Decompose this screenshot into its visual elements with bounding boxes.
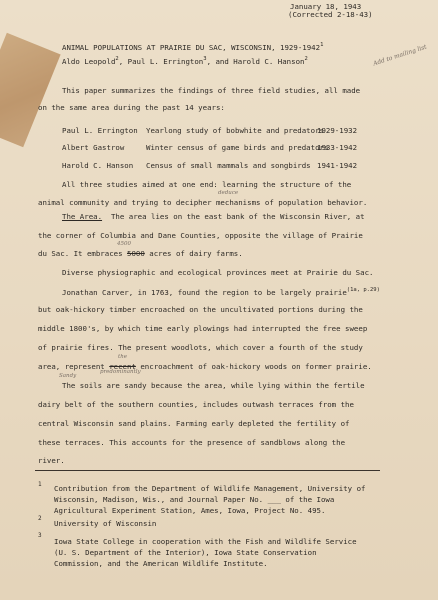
author-3-mark: 2	[304, 56, 308, 62]
carver-line-1	[62, 286, 380, 297]
title-text: ANIMAL POPULATIONS AT PRAIRIE DU SAC, WISCONSIN, 1929-1942	[62, 43, 321, 52]
header-corrected: (Corrected 2-18-43)	[288, 10, 373, 19]
authors	[62, 55, 308, 66]
soils-line: river.	[38, 456, 65, 465]
citation: (1a, p.29)	[346, 287, 380, 293]
tape-stain	[0, 33, 61, 147]
footnote-line: Contribution from the Department of Wildlife Management, University of	[54, 484, 366, 493]
study-name: Harold C. Hanson	[62, 161, 134, 170]
area-line-2: the corner of Columbia and Dane Counties, opposite the village of Prairie	[38, 231, 363, 240]
study-desc: Winter census of game birds and predators	[146, 143, 329, 152]
study-desc: Yearlong study of bobwhite and predators	[146, 126, 324, 135]
footnote-line: University of Wisconsin	[54, 519, 157, 528]
soils-line: these terraces. This accounts for the presence of sandblows along the	[38, 438, 346, 447]
footnote-number: 3	[38, 532, 42, 539]
area-line-3	[38, 249, 243, 258]
area-line-1	[62, 212, 365, 221]
margin-note: Add to mailing list	[372, 43, 428, 68]
footnote-line: Iowa State College in cooperation with the Fish and Wildlife Service	[54, 537, 357, 546]
area-text: The area lies on the east bank of the Wisconsin River, at	[110, 212, 365, 221]
footnote-rule	[35, 470, 380, 471]
intro-line: This paper summarizes the findings of three field studies, all made	[62, 86, 361, 95]
footnote-number: 1	[38, 481, 42, 488]
area-text: du Sac. It embraces	[38, 249, 127, 258]
carver-line: middle 1800's, by which time early plowings had interrupted the free sweep	[38, 324, 368, 333]
author-2-mark: 3	[203, 56, 207, 62]
author-1: Aldo Leopold	[62, 57, 116, 66]
annotation-sandy: Sandy	[59, 373, 77, 379]
area-text: acres of dairy farms.	[144, 249, 243, 258]
carver-line: but oak-hickory timber encroached on the uncultivated portions during the	[38, 305, 363, 314]
footnote-number: 2	[38, 515, 42, 522]
study-years: 1929-1932	[317, 126, 358, 135]
soils-line: The soils are sandy because the area, while lying within the fertile	[62, 381, 365, 390]
area-heading: The Area.	[62, 212, 103, 221]
annotation-acres: 4500	[117, 241, 131, 247]
study-years: 1933-1942	[317, 143, 358, 152]
author-2: , Paul L. Errington	[118, 57, 204, 66]
author-1-mark: 2	[115, 56, 119, 62]
soils-line: dairy belt of the southern counties, includes outwash terraces from the	[38, 400, 354, 409]
annotation-the: the	[118, 354, 128, 360]
annotation-deduce: deduce	[218, 190, 239, 196]
title	[62, 41, 323, 52]
header-date: January 18, 1943	[290, 2, 362, 11]
annotation-predominantly: predominantly	[100, 369, 141, 375]
carver-line: of prairie fires. The present woodlots, which cover a fourth of the study	[38, 343, 363, 352]
study-desc: Census of small mammals and songbirds	[146, 161, 311, 170]
title-footnote-mark: 1	[320, 42, 324, 48]
footnote-line: (U. S. Department of the Interior), Iowa State Conservation	[54, 548, 317, 557]
footnote-line: Commission, and the American Wildlife Institute.	[54, 559, 268, 568]
struck-acres: 5000	[127, 249, 145, 258]
carver-text: area, represent	[38, 362, 110, 371]
study-name: Albert Gastrow	[62, 143, 125, 152]
study-name: Paul L. Errington	[62, 126, 138, 135]
aim-line: All three studies aimed at one end: learning the structure of the	[62, 180, 352, 189]
study-years: 1941-1942	[317, 161, 358, 170]
footnote-line: Agricultural Experiment Station, Ames, Iowa, Project No. 495.	[54, 506, 326, 515]
soils-line: central Wisconsin sand plains. Farming early depleted the fertility of	[38, 419, 350, 428]
aim-line: animal community and trying to decipher mechanisms of population behavior.	[38, 198, 368, 207]
carver-text: encroachment of oak-hickory woods on former prairie.	[135, 362, 372, 371]
carver-text: Jonathan Carver, in 1763, found the region to be largely prairie	[62, 288, 347, 297]
struck-recent: recent	[109, 362, 136, 371]
author-3: , and Harold C. Hanson	[206, 57, 305, 66]
intro-line: on the same area during the past 14 years:	[38, 103, 225, 112]
footnote-line: Wisconsin, Madison, Wis., and Journal Paper No. ___ of the Iowa	[54, 495, 335, 504]
carver-line-5	[38, 362, 372, 371]
diverse-line: Diverse physiographic and ecological provinces meet at Prairie du Sac.	[62, 268, 374, 277]
